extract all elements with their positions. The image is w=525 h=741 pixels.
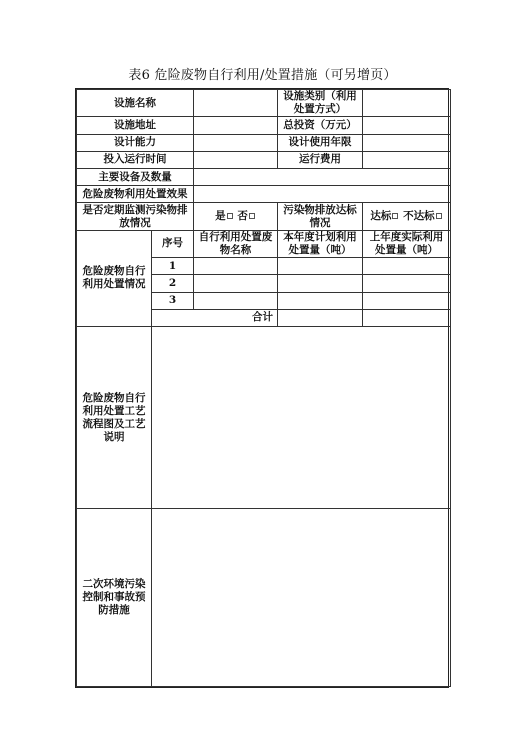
facility-address-label: 设施地址	[77, 117, 194, 134]
design-service-life-label: 设计使用年限	[278, 134, 363, 151]
self-disposal-status-label: 危险废物自行利用处置情况	[77, 230, 152, 326]
seq-2: 2	[152, 275, 194, 292]
utilization-effect-label: 危险废物利用处置效果	[77, 186, 194, 203]
actual-field-2[interactable]	[363, 275, 451, 292]
total-actual-field[interactable]	[363, 309, 451, 326]
process-flow-label: 危险废物自行利用处置工艺流程图及工艺说明	[77, 327, 152, 509]
pollution-control-field[interactable]	[152, 509, 451, 687]
planned-field-3[interactable]	[278, 292, 363, 309]
col-seq-header: 序号	[152, 230, 194, 257]
design-service-life-field[interactable]	[363, 134, 451, 151]
utilization-effect-field[interactable]	[194, 186, 451, 203]
facility-name-field[interactable]	[194, 90, 278, 117]
seq-3: 3	[152, 292, 194, 309]
col-waste-name-header: 自行利用处置废物名称	[194, 230, 278, 257]
emission-standard-label: 污染物排放达标情况	[278, 203, 363, 230]
main-equipment-field[interactable]	[194, 169, 451, 186]
col-actual-header: 上年度实际利用处置量（吨）	[363, 230, 451, 257]
waste-name-field-2[interactable]	[194, 275, 278, 292]
yes-option: 是	[215, 210, 226, 223]
disposal-measures-table	[75, 88, 449, 688]
yes-checkbox[interactable]	[227, 213, 233, 219]
no-checkbox[interactable]	[249, 213, 255, 219]
commission-date-label: 投入运行时间	[77, 151, 194, 168]
total-label: 合计	[152, 309, 278, 326]
facility-type-field[interactable]	[363, 90, 451, 117]
planned-field-1[interactable]	[278, 258, 363, 275]
design-capacity-label: 设计能力	[77, 134, 194, 151]
commission-date-field[interactable]	[194, 151, 278, 168]
meets-standard-choice[interactable]	[363, 203, 451, 230]
total-planned-field[interactable]	[278, 309, 363, 326]
operating-cost-label: 运行费用	[278, 151, 363, 168]
no-option: 否	[237, 210, 248, 223]
planned-field-2[interactable]	[278, 275, 363, 292]
facility-type-label: 设施类别（利用处置方式）	[278, 90, 363, 117]
not-meets-option: 不达标	[403, 210, 435, 223]
not-meets-checkbox[interactable]	[436, 213, 442, 219]
page-title: 表6 危险废物自行利用/处置措施（可另增页）	[128, 68, 397, 83]
actual-field-1[interactable]	[363, 258, 451, 275]
seq-1: 1	[152, 258, 194, 275]
pollution-control-label: 二次环境污染控制和事故预防措施	[77, 509, 152, 687]
meets-checkbox[interactable]	[392, 213, 398, 219]
main-equipment-label: 主要设备及数量	[77, 169, 194, 186]
col-planned-header: 本年度计划利用处置量（吨）	[278, 230, 363, 257]
meets-option: 达标	[370, 210, 392, 223]
total-investment-label: 总投资（万元）	[278, 117, 363, 134]
waste-name-field-3[interactable]	[194, 292, 278, 309]
yes-no-choice[interactable]	[194, 203, 278, 230]
operating-cost-field[interactable]	[363, 151, 451, 168]
design-capacity-field[interactable]	[194, 134, 278, 151]
facility-address-field[interactable]	[194, 117, 278, 134]
regular-monitoring-label: 是否定期监测污染物排放情况	[77, 203, 194, 230]
process-flow-field[interactable]	[152, 327, 451, 509]
actual-field-3[interactable]	[363, 292, 451, 309]
facility-name-label: 设施名称	[77, 90, 194, 117]
total-investment-field[interactable]	[363, 117, 451, 134]
waste-name-field-1[interactable]	[194, 258, 278, 275]
